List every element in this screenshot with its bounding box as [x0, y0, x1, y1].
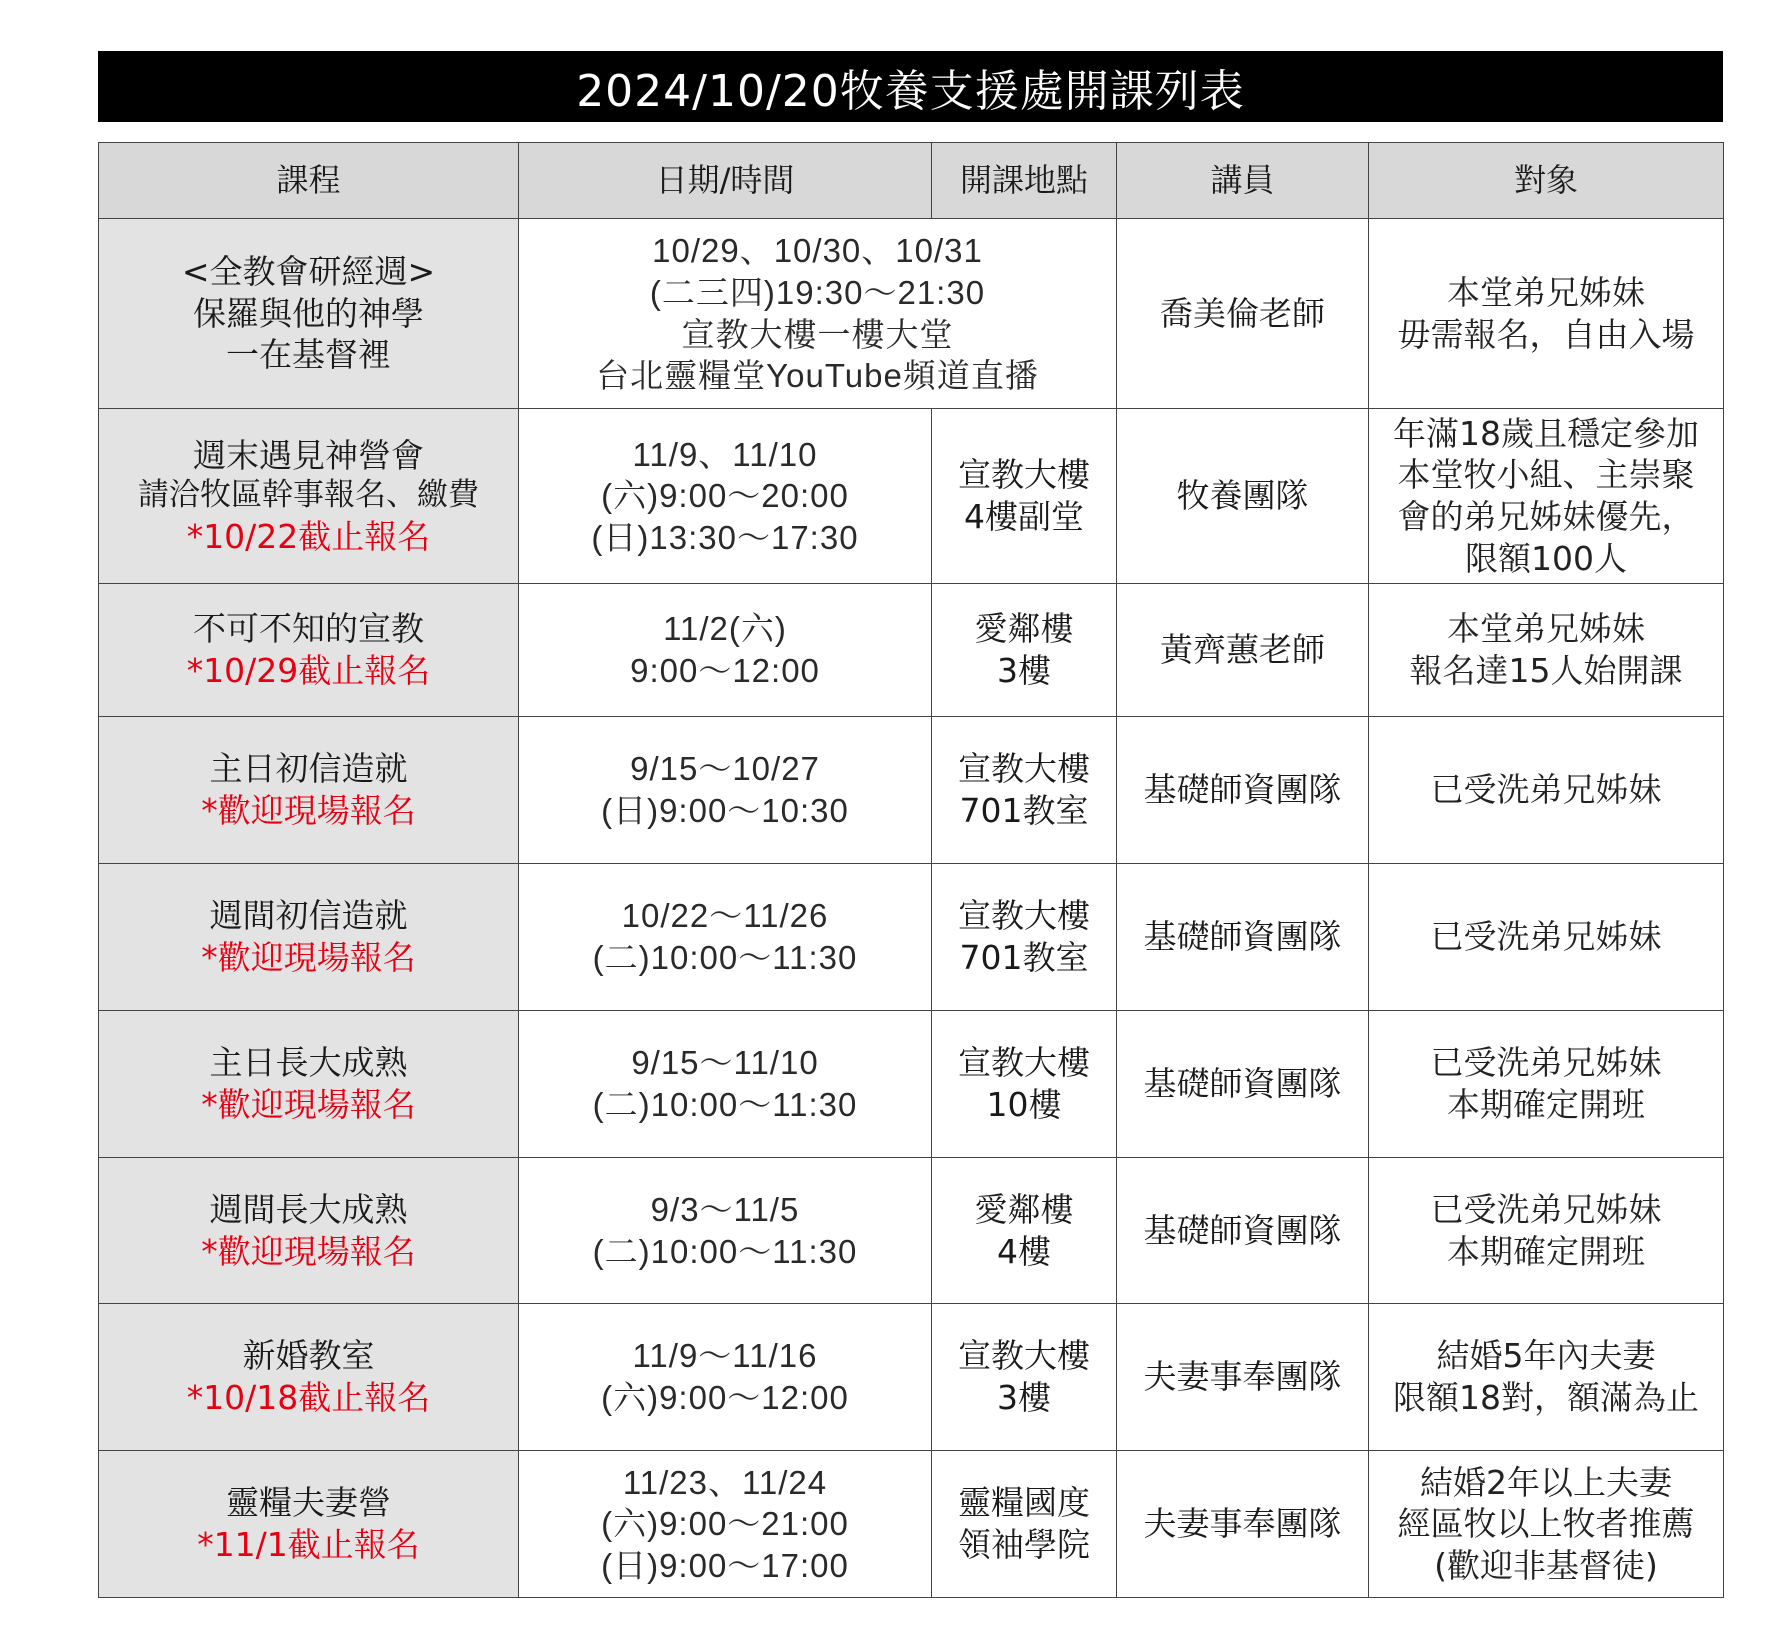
target-cell	[1369, 1304, 1724, 1451]
location-line: 4樓副堂	[964, 497, 1084, 536]
location-cell	[932, 1011, 1117, 1158]
page-title: 2024/10/20牧養支援處開課列表	[98, 51, 1723, 122]
registration-note: *10/29截止報名	[186, 651, 431, 690]
location-line: 愛鄰樓	[974, 609, 1074, 649]
instructor-cell: 黃齊蕙老師	[1117, 584, 1369, 717]
datetime-line: 9/15～11/10	[631, 1044, 819, 1082]
header-location: 開課地點	[932, 143, 1117, 219]
location-line: 宣教大樓	[958, 1043, 1090, 1083]
datetime-line: 宣教大樓一樓大堂	[681, 315, 954, 353]
datetime-line: 台北靈糧堂YouTube頻道直播	[596, 357, 1039, 395]
registration-note: *歡迎現場報名	[201, 1085, 416, 1124]
course-line: <全教會研經週>	[181, 252, 436, 292]
location-line: 4樓	[997, 1231, 1051, 1271]
target-line: 已受洗弟兄姊妹	[1430, 1043, 1662, 1083]
course-cell	[99, 864, 519, 1011]
location-line: 靈糧國度	[958, 1483, 1090, 1523]
target-line: 本期確定開班	[1447, 1085, 1645, 1124]
table-row	[99, 717, 1724, 864]
location-line: 領袖學院	[958, 1525, 1090, 1564]
datetime-cell	[519, 1011, 932, 1158]
location-line: 10樓	[986, 1085, 1062, 1124]
target-line: 毋需報名，自由入場	[1397, 314, 1695, 354]
location-cell	[932, 1158, 1117, 1304]
datetime-line: (二)10:00～11:30	[592, 939, 858, 976]
datetime-line: (日)13:30～17:30	[591, 518, 859, 556]
location-cell	[932, 717, 1117, 864]
target-line: 本期確定開班	[1447, 1231, 1645, 1271]
table-row	[99, 1158, 1724, 1304]
table-row	[99, 864, 1724, 1011]
table-header-row	[99, 143, 1724, 219]
location-line: 701教室	[959, 791, 1089, 830]
target-line: 限額100人	[1465, 538, 1627, 578]
target-line: 已受洗弟兄姊妹	[1430, 770, 1662, 810]
course-cell	[99, 409, 519, 584]
course-line: 保羅與他的神學	[193, 293, 424, 333]
datetime-line: (二)10:00～11:30	[592, 1086, 858, 1123]
course-cell	[99, 1011, 519, 1158]
table-row	[99, 584, 1724, 717]
datetime-line: 9/3～11/5	[650, 1190, 800, 1228]
location-cell	[932, 1451, 1117, 1598]
datetime-line: 11/9、11/10	[632, 435, 818, 473]
location-cell	[932, 584, 1117, 717]
location-line: 宣教大樓	[958, 749, 1090, 789]
datetime-line: (日)9:00～17:00	[601, 1546, 849, 1584]
course-line: 一在基督裡	[226, 335, 391, 375]
header-target: 對象	[1369, 143, 1724, 219]
target-line: 本堂弟兄姊妹	[1447, 272, 1645, 312]
table-row	[99, 219, 1724, 409]
location-cell	[932, 864, 1117, 1011]
target-line: 結婚2年以上夫妻	[1420, 1462, 1672, 1502]
target-cell	[1369, 1158, 1724, 1304]
registration-note: *歡迎現場報名	[201, 791, 416, 830]
course-schedule-table	[98, 142, 1724, 1598]
target-cell	[1369, 584, 1724, 717]
instructor-cell: 牧養團隊	[1117, 409, 1369, 584]
datetime-cell	[519, 409, 932, 584]
course-line: 新婚教室	[242, 1336, 375, 1376]
location-cell	[932, 1304, 1117, 1451]
instructor-cell: 基礎師資團隊	[1117, 864, 1369, 1011]
header-datetime: 日期/時間	[519, 143, 932, 219]
location-cell	[932, 409, 1117, 584]
target-cell	[1369, 219, 1724, 409]
table-row	[99, 409, 1724, 584]
target-cell	[1369, 1451, 1724, 1598]
datetime-cell	[519, 717, 932, 864]
datetime-cell	[519, 1451, 932, 1598]
target-line: 本堂牧小組、主崇聚	[1397, 455, 1695, 495]
registration-note: *歡迎現場報名	[201, 938, 416, 977]
registration-note: *歡迎現場報名	[201, 1231, 416, 1271]
datetime-line: (日)9:00～10:30	[601, 792, 849, 829]
course-cell	[99, 1451, 519, 1598]
datetime-line: 10/22～11/26	[621, 897, 829, 935]
header-course: 課程	[99, 143, 519, 219]
target-cell	[1369, 864, 1724, 1011]
datetime-line: 10/29、10/30、10/31	[652, 232, 983, 270]
location-line: 宣教大樓	[958, 896, 1090, 936]
datetime-cell	[519, 1304, 932, 1451]
datetime-line: 9/15～10/27	[630, 750, 820, 788]
target-line: 結婚5年內夫妻	[1436, 1336, 1656, 1376]
target-line: 已受洗弟兄姊妹	[1430, 1189, 1662, 1229]
course-cell	[99, 219, 519, 409]
instructor-cell: 基礎師資團隊	[1117, 717, 1369, 864]
registration-note: *10/22截止報名	[186, 516, 431, 556]
datetime-cell	[519, 864, 932, 1011]
table-row	[99, 1011, 1724, 1158]
target-cell	[1369, 1011, 1724, 1158]
datetime-cell	[519, 584, 932, 717]
location-line: 3樓	[997, 651, 1051, 690]
target-line: 報名達15人始開課	[1409, 651, 1683, 690]
table-row	[99, 1304, 1724, 1451]
course-cell	[99, 1304, 519, 1451]
registration-note: *11/1截止報名	[197, 1525, 420, 1564]
course-cell	[99, 1158, 519, 1304]
course-line: 週間初信造就	[209, 896, 408, 936]
target-line: 限額18對，額滿為止	[1393, 1378, 1699, 1417]
location-line: 宣教大樓	[958, 455, 1090, 495]
instructor-cell: 夫妻事奉團隊	[1117, 1451, 1369, 1598]
target-line: (歡迎非基督徒)	[1434, 1545, 1658, 1585]
target-line: 年滿18歲且穩定參加	[1393, 413, 1699, 453]
course-line: 主日初信造就	[209, 749, 408, 789]
instructor-cell: 基礎師資團隊	[1117, 1158, 1369, 1304]
target-line: 本堂弟兄姊妹	[1447, 609, 1645, 649]
location-line: 宣教大樓	[958, 1336, 1090, 1376]
datetime-line: 11/9～11/16	[632, 1337, 818, 1375]
table-row	[99, 1451, 1724, 1598]
instructor-cell: 基礎師資團隊	[1117, 1011, 1369, 1158]
datetime-location-cell	[519, 219, 1117, 409]
course-cell	[99, 584, 519, 717]
instructor-cell: 夫妻事奉團隊	[1117, 1304, 1369, 1451]
registration-note: *10/18截止報名	[186, 1378, 431, 1417]
datetime-line: (二三四)19:30～21:30	[649, 273, 986, 311]
datetime-line: (六)9:00～21:00	[601, 1505, 849, 1543]
course-line: 不可不知的宣教	[193, 609, 424, 649]
datetime-line: (二)10:00～11:30	[592, 1232, 858, 1270]
course-line: 靈糧夫妻營	[226, 1483, 391, 1523]
location-line: 3樓	[997, 1378, 1051, 1417]
datetime-line: 11/2(六)	[663, 610, 787, 648]
instructor-cell: 喬美倫老師	[1117, 219, 1369, 409]
header-instructor: 講員	[1117, 143, 1369, 219]
course-line: 請洽牧區幹事報名、繳費	[138, 477, 479, 514]
datetime-cell	[519, 1158, 932, 1304]
datetime-line: (六)9:00～12:00	[601, 1379, 849, 1416]
target-line: 已受洗弟兄姊妹	[1430, 917, 1662, 957]
course-cell	[99, 717, 519, 864]
target-line: 會的弟兄姊妹優先，	[1397, 497, 1695, 536]
datetime-line: 11/23、11/24	[622, 1463, 828, 1501]
course-line: 主日長大成熟	[209, 1043, 408, 1083]
target-cell	[1369, 409, 1724, 584]
target-line: 經區牧以上牧者推薦	[1397, 1504, 1695, 1544]
datetime-line: 9:00～12:00	[630, 652, 820, 689]
course-line: 週末遇見神營會	[193, 435, 424, 475]
location-line: 701教室	[959, 938, 1089, 977]
target-cell	[1369, 717, 1724, 864]
datetime-line: (六)9:00～20:00	[601, 477, 849, 515]
course-line: 週間長大成熟	[209, 1189, 408, 1229]
location-line: 愛鄰樓	[974, 1189, 1074, 1229]
